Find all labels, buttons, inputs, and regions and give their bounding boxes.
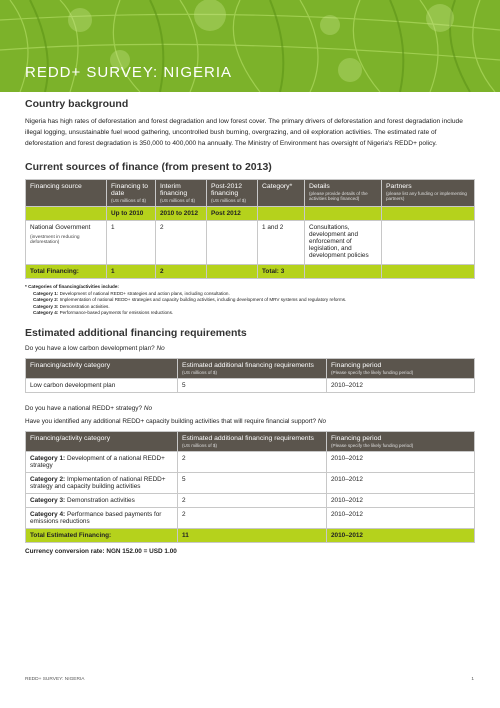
page-number: 1 <box>471 677 474 682</box>
currency-conversion: Currency conversion rate: NGN 152.00 = USD 1.00 <box>25 547 177 555</box>
header-cell: Financing/activity category <box>26 431 178 451</box>
header-cell: Details (please provide details of the activities being financed) <box>305 180 382 207</box>
header-cell: Financing to date (US millions of $) <box>107 180 156 207</box>
capacity-building-table <box>25 431 475 543</box>
current-sources-table <box>25 179 475 279</box>
table-row: Category 2: Implementation of national REDD+ strategy and capacity building activities 5 2010–2012 <box>26 472 475 493</box>
table-row: National Government (investment in reducing deforestation) 1 2 1 and 2 Consultations, development and enforcement of legislation, and development policies <box>26 221 475 265</box>
note-item: Category 4: Performance-based payments for emissions reductions. <box>33 310 174 315</box>
header-cell: Interim financing (US millions of $) <box>156 180 207 207</box>
period-row: Up to 2010 2010 to 2012 Post 2012 <box>26 207 475 221</box>
table-row: Category 4: Performance based payments for emissions reductions 2 2010–2012 <box>26 507 475 528</box>
current-sources-heading: Current sources of finance (from present to 2013) <box>25 161 272 173</box>
category-notes: * Categories of financing/activities include: Category 1: Development of national REDD+ strategies and action plans, including consultation. Category 2: Implementation of national REDD+ strategies and capacity building activities, including development of MRV systems and regulatory reforms. Category 3: Demonstration activities. Category 4: Performance-based payments for emissions reductions. <box>25 284 475 317</box>
question-low-carbon: Do you have a low carbon development plan? No <box>25 344 165 352</box>
country-background-text: Nigeria has high rates of deforestation and forest degradation and low forest cover. The primary drivers of deforestation and forest degradation include illegal logging, unsustainable fuel wood gathering, uncontrolled bush burning, overgrazing, and oil exploration activities. The estimated rate of deforestation and forest degradation is 350,000 to 400,000 ha annually. The Ministry of Environment has oversight of Nigeria's REDD+ policy. <box>25 118 463 147</box>
header-cell: Financing period (Please specify the likely funding period) <box>327 358 475 378</box>
header-cell: Financing/activity category <box>26 358 178 378</box>
main-content <box>25 98 475 555</box>
total-row: Total Estimated Financing: 11 2010–2012 <box>26 528 475 542</box>
table-row: Category 1: Development of a national REDD+ strategy 2 2010–2012 <box>26 451 475 472</box>
note-item: Category 2: Implementation of national REDD+ strategies and capacity building activities, including development of MRV systems and regulatory reforms. <box>33 297 347 302</box>
page-title: REDD+ SURVEY: NIGERIA <box>25 64 233 81</box>
country-background-heading: Country background <box>25 98 129 110</box>
question-redd-strategy: Do you have a national REDD+ strategy? No <box>25 404 153 412</box>
footer-label: REDD+ SURVEY: NIGERIA <box>25 677 85 682</box>
estimated-heading: Estimated additional financing requirements <box>25 326 247 339</box>
total-row: Total Financing: 1 2 Total: 3 <box>26 265 475 279</box>
table-row: Low carbon development plan 5 2010–2012 <box>26 378 475 392</box>
header-banner <box>0 0 500 92</box>
header-cell: Post-2012 financing (US millions of $) <box>207 180 258 207</box>
header-cell: Estimated additional financing requirements (US millions of $) <box>178 431 327 451</box>
header-cell: Category* <box>258 180 305 207</box>
question-capacity-building: Have you identified any additional REDD+ capacity building activities that will require financial support? No <box>25 417 327 425</box>
table-row: Category 3: Demonstration activities 2 2010–2012 <box>26 493 475 507</box>
note-item: Category 3: Demonstration activities. <box>33 303 110 309</box>
low-carbon-table <box>25 358 475 393</box>
header-cell: Partners (please list any funding or implementing partners) <box>382 180 475 207</box>
header-cell: Estimated additional financing requirements (US millions of $) <box>178 358 327 378</box>
header-cell: Financing period (Please specify the likely funding period) <box>327 431 475 451</box>
note-item: Category 1: Development of national REDD+ strategies and action plans, including consultation. <box>33 290 230 296</box>
header-cell: Financing source <box>26 180 107 207</box>
